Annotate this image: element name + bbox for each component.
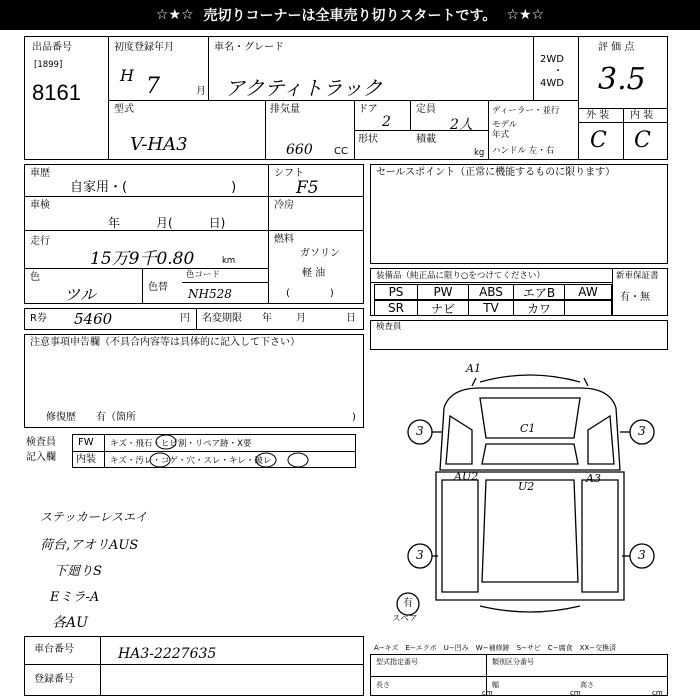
car-diagram — [380, 360, 680, 630]
top-banner — [0, 0, 700, 30]
sales-points-label: セールスポイント（正常に機能するものに限ります） — [376, 167, 616, 178]
front-bumper — [480, 375, 580, 382]
tax-day: 日 — [346, 313, 356, 324]
circle-mark-stain — [150, 453, 170, 467]
rating-value: 3.5 — [598, 62, 646, 97]
handwritten-notes — [40, 508, 147, 638]
banner-text: 売切りコーナーは全車売り切りスタートです。 — [203, 8, 497, 24]
fuel-other: ( ) — [286, 288, 334, 299]
car-name-label: 車名・グレード — [214, 42, 284, 53]
inspection-value: 年 月( 日) — [108, 216, 226, 230]
inspection-label: 車検 — [30, 200, 50, 211]
color-value: ツル — [64, 285, 97, 304]
fw-label: FW — [78, 437, 94, 448]
handwritten-note-line: 下廻りS — [54, 564, 102, 579]
damage-u2: U2 — [518, 480, 535, 493]
height-label: 高さ — [580, 681, 594, 689]
interior-mark-label: 内装 — [76, 454, 96, 465]
equipment-cell: カワ — [513, 300, 565, 316]
wd-dot: ・ — [553, 66, 563, 77]
ac-label: 冷房 — [274, 200, 294, 211]
equipment-cell — [564, 300, 612, 316]
length-unit: cm — [482, 689, 493, 697]
warranty-value: 有・無 — [620, 292, 650, 303]
chassis-label: 車台番号 — [34, 644, 74, 655]
class-label: 類別区分番号 — [492, 658, 534, 666]
history-label: 車歴 — [30, 168, 50, 179]
kg-unit: kg — [474, 148, 485, 158]
tire-rr-value: 3 — [638, 548, 646, 562]
model-label: 型式 — [114, 104, 134, 115]
model-value: V-HA3 — [130, 134, 188, 155]
exterior-grade: C — [590, 128, 607, 153]
spare-value: 有 — [403, 598, 413, 609]
registration-label: 登録番号 — [34, 674, 74, 685]
tire-fl-value: 3 — [416, 424, 424, 438]
cc-unit: CC — [334, 146, 348, 157]
lot-number: 8161 — [32, 80, 81, 105]
tax-month: 月 — [296, 313, 306, 324]
month-unit: 月 — [196, 86, 206, 97]
spare-label: スペア — [392, 614, 418, 624]
shift-value: F5 — [296, 178, 319, 198]
rear-bumper — [480, 606, 580, 612]
banner-stars-left: ☆★☆ — [155, 7, 194, 23]
equipment-cell: PS — [374, 284, 418, 300]
mark-circles — [100, 432, 400, 472]
history-value: 自家用・( ) — [70, 180, 237, 195]
fuel-label: 燃料 — [274, 234, 294, 245]
spec-label: 型式指定番号 — [376, 658, 418, 666]
handwritten-note-line: 荷台,アオリAUS — [40, 538, 139, 553]
mileage-value: 15万9千0.80 — [90, 249, 195, 269]
length-label: 長さ — [376, 681, 390, 689]
cab-left-panel — [446, 416, 472, 464]
mileage-label: 走行 — [30, 236, 50, 247]
damage-au2: AU2 — [454, 470, 479, 483]
displacement-label: 排気量 — [270, 104, 300, 115]
tax-year: 年 — [262, 313, 272, 324]
height-unit: cm — [652, 689, 663, 697]
equipment-label: 装備品（純正品に限り○をつけてください） — [376, 271, 545, 281]
capacity-value: 2人 — [450, 117, 473, 133]
equipment-cell: PW — [417, 284, 469, 300]
repair-history-label: 修復歴 有（箇所 — [46, 412, 136, 423]
first-reg-label: 初度登録年月 — [114, 42, 174, 53]
cab-roof — [482, 444, 578, 464]
width-unit: cm — [570, 689, 581, 697]
rating-label: 評 価 点 — [598, 42, 635, 53]
model-year-label: モデル 年式 — [492, 120, 518, 140]
inspector-label: 検査員 — [376, 322, 402, 332]
km-unit: km — [222, 256, 236, 266]
inspector-box — [370, 320, 668, 350]
interior-mark-text: キズ・汚レ・コゲ・穴・スレ・キレ・破レ — [110, 456, 272, 466]
damage-a1: A1 — [466, 362, 481, 375]
handle-label: ハンドル 左・右 — [492, 146, 555, 156]
recycle-value: 5460 — [74, 310, 113, 328]
equipment-cell: ナビ — [417, 300, 469, 316]
tire-rl-value: 3 — [416, 548, 424, 562]
inspector-mark-label: 検査員 — [26, 437, 56, 448]
door-label: ドア — [358, 104, 378, 115]
handwritten-note-line: Eミラ-A — [50, 590, 100, 605]
warranty-label: 新車保証書 — [616, 271, 659, 281]
circle-mark-worn — [256, 453, 276, 467]
interior-grade: C — [634, 128, 651, 153]
wd2-label: 2WD — [540, 54, 564, 65]
chassis-block — [24, 636, 364, 696]
cab-right-panel — [588, 416, 614, 464]
displacement-value: 660 — [286, 142, 313, 158]
damage-a3: A3 — [586, 472, 601, 485]
equipment-cell: AW — [564, 284, 612, 300]
width-label: 幅 — [492, 681, 499, 689]
circle-mark-cut — [288, 453, 308, 467]
first-reg-year: 7 — [146, 74, 160, 99]
shape-label: 形状 — [358, 134, 378, 145]
shift-label: シフト — [274, 168, 304, 179]
dealer-label: ディーラー・並行 — [492, 106, 560, 116]
color-code-value: NH528 — [188, 287, 232, 301]
exterior-label: 外 装 — [586, 110, 610, 121]
bed-right-rail — [582, 480, 618, 592]
door-value: 2 — [382, 114, 391, 130]
color-label: 色 — [30, 272, 40, 283]
color-code-label: 色コード — [186, 270, 221, 280]
entry-label: 記入欄 — [26, 452, 56, 463]
equipment-cell: エアB — [513, 284, 565, 300]
damage-c1: C1 — [520, 422, 536, 435]
bed-inner — [482, 480, 578, 582]
chassis-value: HA3-2227635 — [118, 646, 217, 662]
recycle-yen: 円 — [180, 313, 190, 324]
weight-label: 積載 — [416, 134, 436, 145]
color-change-label: 色替 — [148, 282, 168, 293]
handwritten-note-line: ステッカーレスエイ — [40, 510, 148, 524]
repair-history-close: ) — [352, 412, 356, 423]
tax-label: 名変期限 — [202, 313, 242, 324]
tire-fr-value: 3 — [638, 424, 646, 438]
handwritten-note-line: 各AU — [52, 615, 88, 631]
equipment-cell: SR — [374, 300, 418, 316]
damage-legend: A−キズ E−エクボ U−凹み W−補修跡 S−サビ C−腐食 XX−交換済 — [374, 644, 617, 652]
car-name-value: アクティトラック — [225, 76, 383, 100]
lot-small: [1899] — [34, 60, 63, 70]
wd4-label: 4WD — [540, 78, 564, 89]
capacity-label: 定員 — [416, 104, 436, 115]
bed-left-rail — [442, 480, 478, 592]
equipment-cell: TV — [468, 300, 514, 316]
fw-text: キズ・飛石・ヒビ割・リペア跡・X要 — [110, 439, 252, 449]
interior-label: 内 装 — [630, 110, 654, 121]
equipment-cell: ABS — [468, 284, 514, 300]
banner-stars-right: ☆★☆ — [506, 7, 545, 23]
lot-label: 出品番号 — [32, 42, 72, 53]
first-reg-era: H — [120, 66, 134, 85]
sales-points-box — [370, 164, 668, 264]
recycle-label: R券 — [30, 313, 47, 324]
fuel-gasoline: ガソリン — [300, 248, 340, 259]
notes-label: 注意事項申告欄（不具合内容等は具体的に記入して下さい） — [30, 337, 300, 348]
circle-mark-flying-stone — [156, 435, 176, 449]
fuel-diesel: 軽 油 — [302, 268, 326, 279]
